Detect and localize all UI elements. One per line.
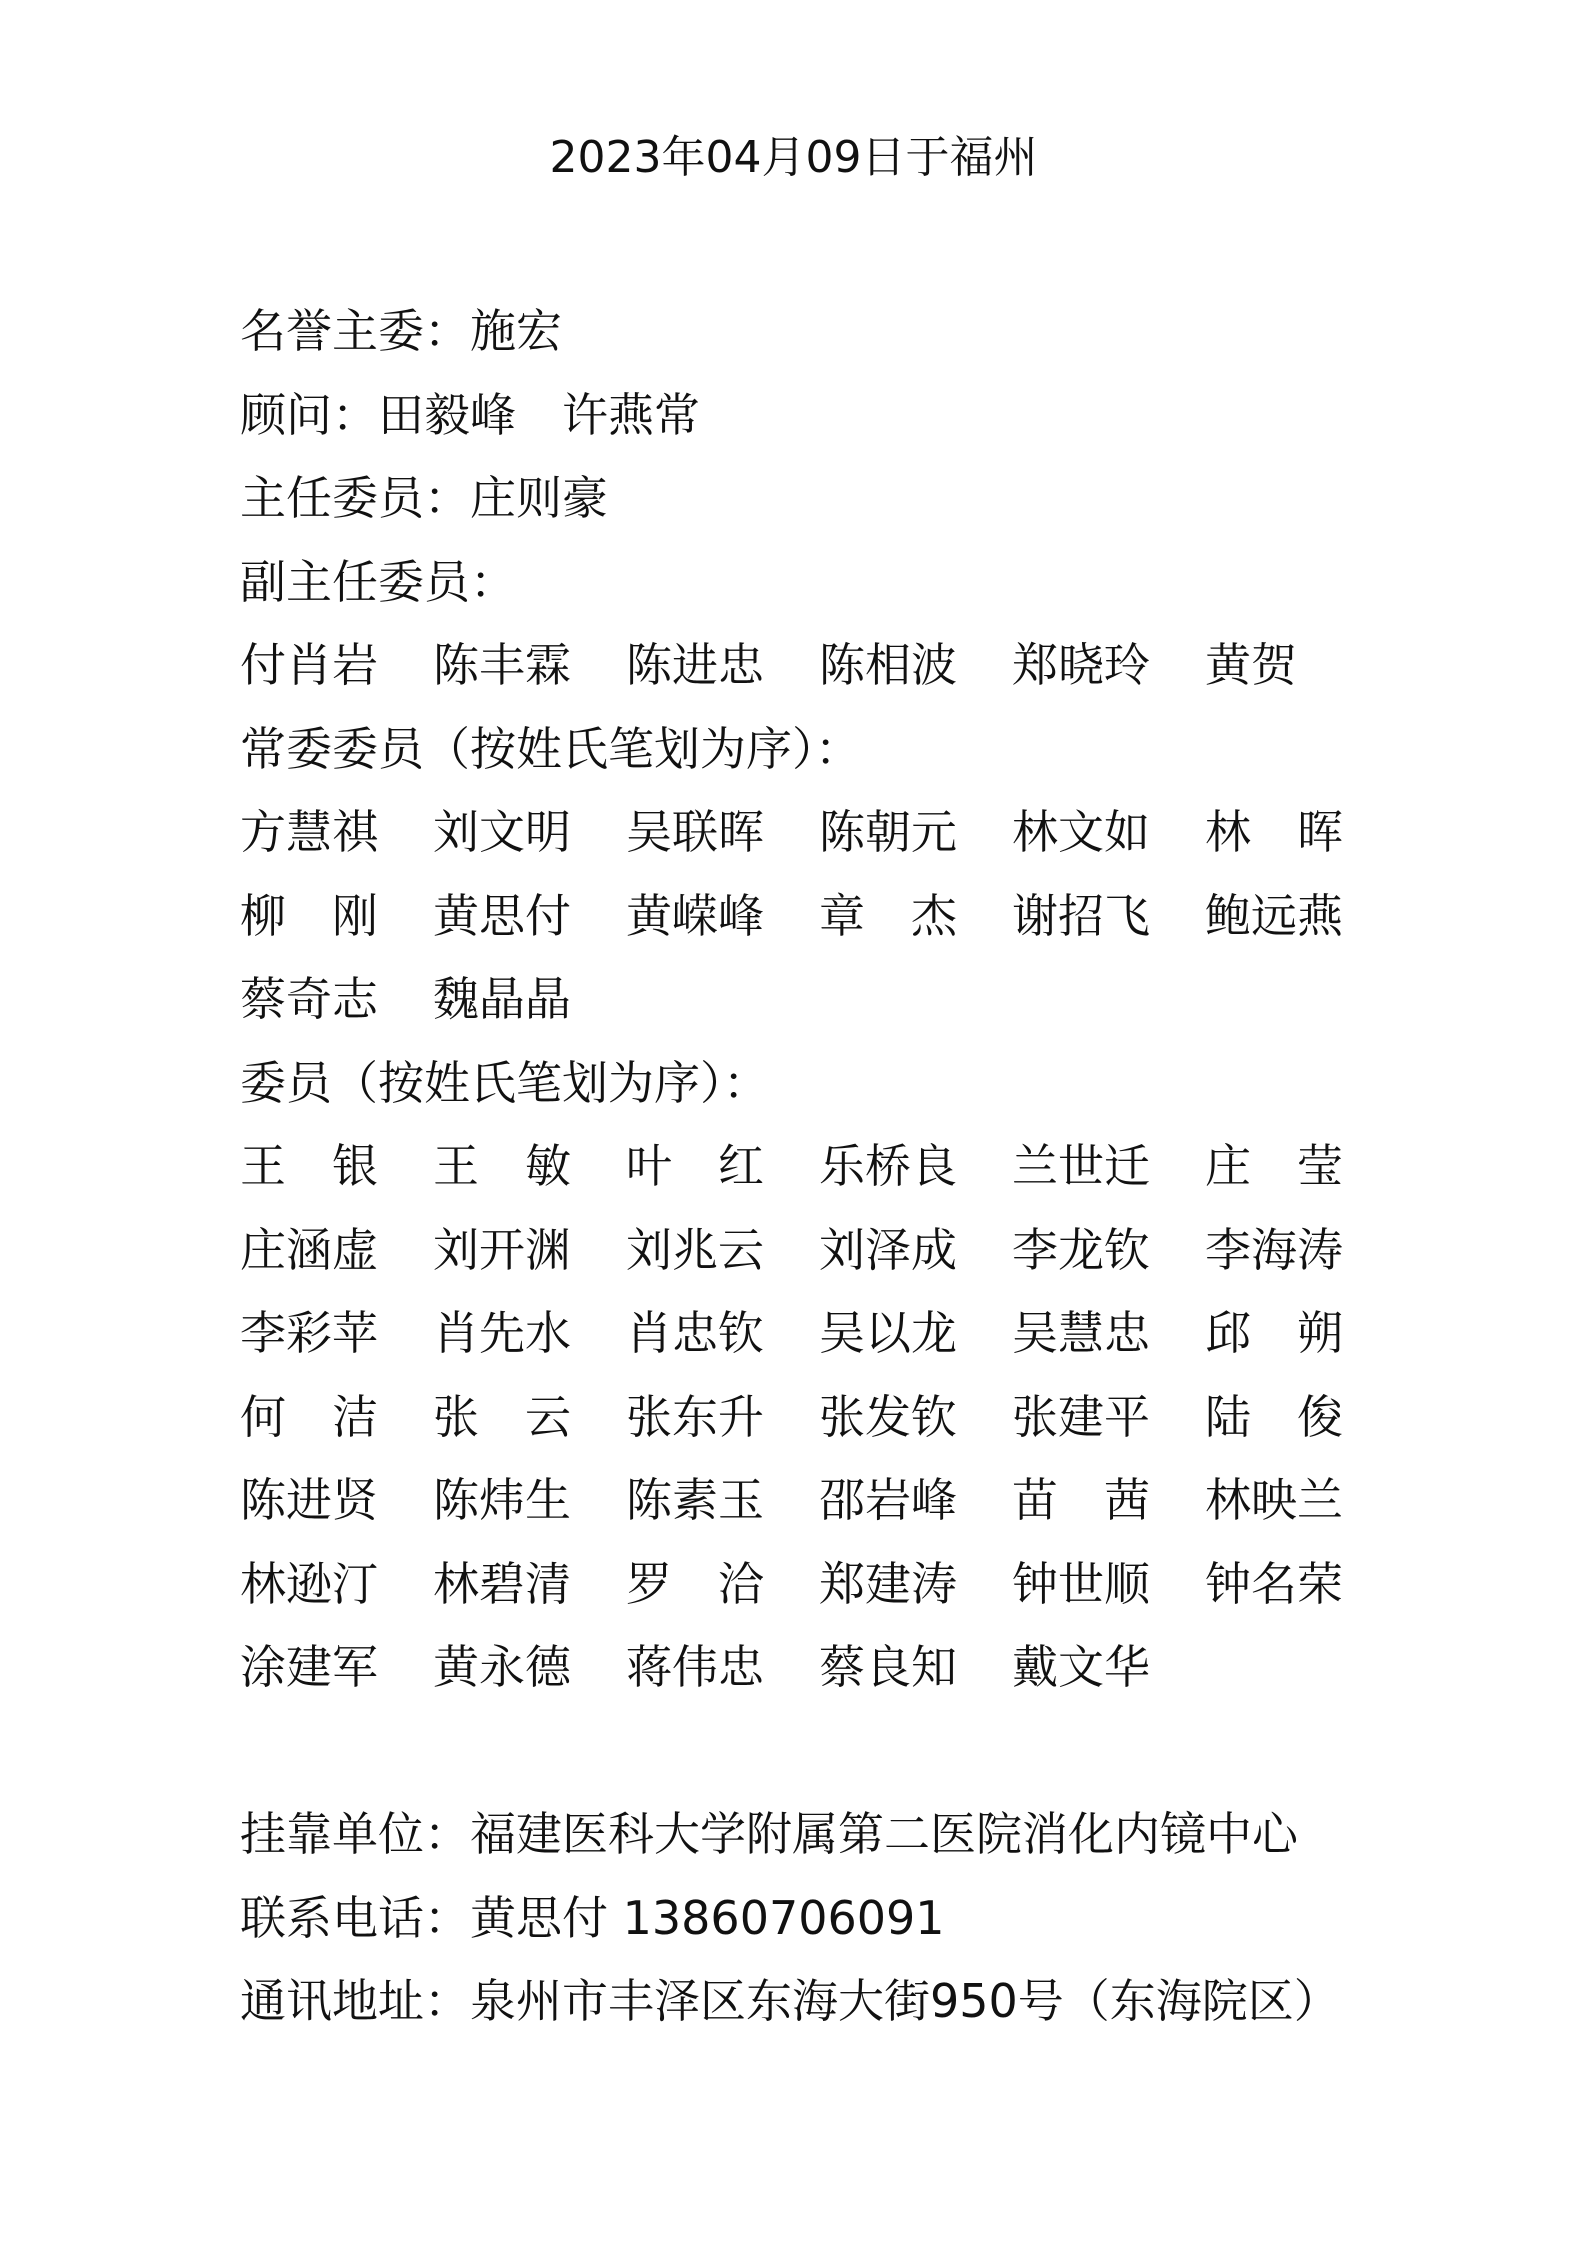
member-name: 蒋伟忠 bbox=[626, 1640, 764, 1694]
standing-member-name: 林 晖 bbox=[1205, 805, 1343, 859]
phone-label: 联系电话： bbox=[240, 1890, 470, 1945]
section-gap bbox=[240, 1710, 1360, 1794]
standing-member-name: 方慧祺 bbox=[240, 805, 378, 859]
standing-member-name: 蔡奇志 bbox=[240, 972, 378, 1026]
standing-committee-row bbox=[240, 791, 1360, 875]
member-name: 张 云 bbox=[433, 1389, 571, 1444]
standing-member-name: 吴联晖 bbox=[626, 805, 764, 859]
member-name: 乐桥良 bbox=[819, 1139, 957, 1193]
vice-chair-name: 陈进忠 bbox=[626, 638, 764, 692]
standing-member-name: 刘文明 bbox=[433, 805, 571, 859]
standing-member-name: 章 杰 bbox=[819, 888, 957, 943]
vice-chair-name: 黄贺 bbox=[1205, 638, 1297, 692]
member-name: 兰世迁 bbox=[1012, 1139, 1150, 1193]
members-row bbox=[240, 1459, 1360, 1543]
affiliation-value: 福建医科大学附属第二医院消化内镜中心 bbox=[470, 1807, 1298, 1861]
member-name: 蔡良知 bbox=[819, 1640, 957, 1694]
member-name: 涂建军 bbox=[240, 1640, 378, 1694]
members-row bbox=[240, 1292, 1360, 1376]
member-name: 肖忠钦 bbox=[626, 1306, 764, 1360]
member-name: 钟世顺 bbox=[1012, 1556, 1150, 1611]
address-label: 通讯地址： bbox=[240, 1974, 470, 2028]
vice-chair-name: 郑晓玲 bbox=[1012, 638, 1150, 692]
standing-member-name: 谢招飞 bbox=[1012, 888, 1150, 943]
member-name: 黄永德 bbox=[433, 1640, 571, 1694]
member-name: 苗 茜 bbox=[1012, 1473, 1150, 1527]
chair-name: 庄则豪 bbox=[470, 471, 608, 525]
member-name: 张发钦 bbox=[819, 1389, 957, 1444]
member-name: 钟名荣 bbox=[1205, 1556, 1343, 1611]
member-name: 李龙钦 bbox=[1012, 1222, 1150, 1277]
member-name: 刘泽成 bbox=[819, 1222, 957, 1277]
date-line: 2023年04月09日于福州 bbox=[549, 132, 1038, 183]
standing-member-name: 鲍远燕 bbox=[1205, 888, 1343, 943]
member-name: 陈炜生 bbox=[433, 1473, 571, 1527]
member-name: 庄涵虚 bbox=[240, 1222, 378, 1277]
member-name: 陈进贤 bbox=[240, 1473, 378, 1527]
roster-content bbox=[240, 290, 1360, 2044]
member-name: 林逊汀 bbox=[240, 1556, 378, 1611]
vice-chair-name: 陈相波 bbox=[819, 638, 957, 692]
member-name: 吴慧忠 bbox=[1012, 1306, 1150, 1360]
member-name: 肖先水 bbox=[433, 1306, 571, 1360]
member-name: 刘兆云 bbox=[626, 1222, 764, 1277]
chair-line bbox=[240, 457, 1360, 541]
standing-member-name: 林文如 bbox=[1012, 805, 1150, 859]
advisors-line bbox=[240, 374, 1360, 458]
members-row bbox=[240, 1376, 1360, 1460]
member-name: 王 敏 bbox=[433, 1139, 571, 1193]
vice-chair-name: 陈丰霖 bbox=[433, 638, 571, 692]
member-name: 林碧清 bbox=[433, 1556, 571, 1611]
advisor-name: 许燕常 bbox=[562, 387, 700, 442]
member-name: 何 洁 bbox=[240, 1389, 378, 1444]
phone-line bbox=[240, 1877, 1360, 1961]
members-row bbox=[240, 1209, 1360, 1293]
address-line bbox=[240, 1960, 1360, 2044]
member-name: 王 银 bbox=[240, 1139, 378, 1193]
member-name: 戴文华 bbox=[1012, 1640, 1150, 1694]
member-name: 陆 俊 bbox=[1205, 1389, 1343, 1444]
standing-member-name: 黄思付 bbox=[433, 888, 571, 943]
member-name: 邱 朔 bbox=[1205, 1306, 1343, 1360]
member-name: 罗 洽 bbox=[626, 1556, 764, 1611]
member-name: 庄 莹 bbox=[1205, 1139, 1343, 1193]
standing-committee-row bbox=[240, 958, 1360, 1042]
member-name: 林映兰 bbox=[1205, 1473, 1343, 1527]
advisor-name: 田毅峰 bbox=[378, 387, 516, 442]
standing-committee-row bbox=[240, 875, 1360, 959]
standing-committee-heading: 常委委员（按姓氏笔划为序）： bbox=[240, 721, 861, 776]
chair-label: 主任委员： bbox=[240, 471, 470, 525]
vice-chairs-heading: 副主任委员： bbox=[240, 554, 516, 609]
member-name: 刘开渊 bbox=[433, 1222, 571, 1277]
address-value: 泉州市丰泽区东海大街950号（东海院区） bbox=[470, 1974, 1340, 2028]
phone-value: 黄思付 13860706091 bbox=[470, 1890, 945, 1945]
standing-member-name: 黄嵘峰 bbox=[626, 888, 764, 943]
members-heading: 委员（按姓氏笔划为序）： bbox=[240, 1055, 769, 1110]
member-name: 叶 红 bbox=[626, 1139, 764, 1193]
member-name: 邵岩峰 bbox=[819, 1473, 957, 1527]
vice-chairs-row bbox=[240, 624, 1360, 708]
standing-member-name: 魏晶晶 bbox=[433, 972, 571, 1026]
member-name: 吴以龙 bbox=[819, 1306, 957, 1360]
member-name: 李海涛 bbox=[1205, 1222, 1343, 1277]
honorary-chair-name: 施宏 bbox=[470, 304, 562, 358]
standing-member-name: 陈朝元 bbox=[819, 805, 957, 859]
vice-chair-name: 付肖岩 bbox=[240, 638, 378, 692]
members-row bbox=[240, 1543, 1360, 1627]
member-name: 张东升 bbox=[626, 1389, 764, 1444]
affiliation-label: 挂靠单位： bbox=[240, 1807, 470, 1861]
member-name: 郑建涛 bbox=[819, 1556, 957, 1611]
honorary-chair-line bbox=[240, 290, 1360, 374]
members-row bbox=[240, 1125, 1360, 1209]
advisors-label: 顾问： bbox=[240, 387, 378, 442]
affiliation-line bbox=[240, 1793, 1360, 1877]
honorary-chair-label: 名誉主委： bbox=[240, 304, 470, 358]
standing-member-name: 柳 刚 bbox=[240, 888, 378, 943]
member-name: 李彩苹 bbox=[240, 1306, 378, 1360]
member-name: 陈素玉 bbox=[626, 1473, 764, 1527]
member-name: 张建平 bbox=[1012, 1389, 1150, 1444]
members-row bbox=[240, 1626, 1360, 1710]
